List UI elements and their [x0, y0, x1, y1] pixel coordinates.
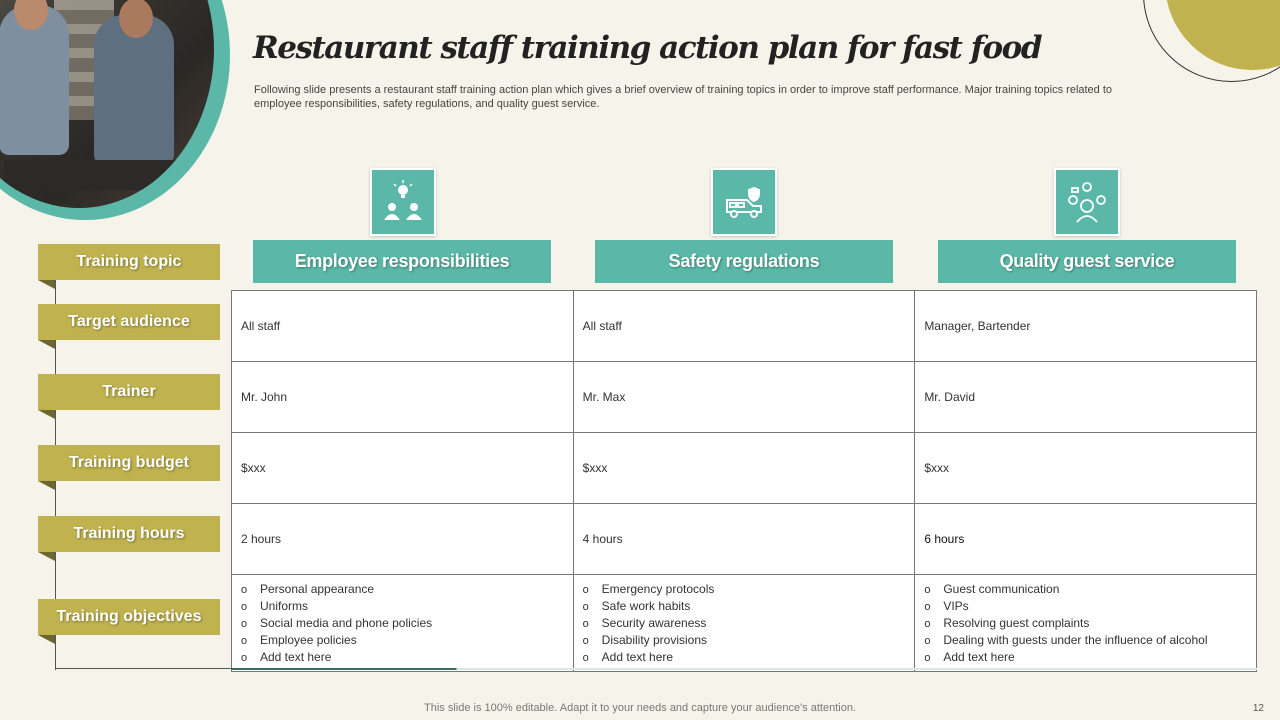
training-plan-table [231, 290, 1257, 672]
column-header-safety-regulations: Safety regulations [595, 240, 893, 283]
table-cell: Manager, Bartender [915, 291, 1257, 362]
decorative-outline-circle [1143, 0, 1280, 82]
table-row-budget [232, 433, 1257, 504]
table-cell: Mr. Max [573, 362, 915, 433]
row-label-training-objectives: Training objectives [38, 599, 220, 635]
table-cell: 6 hours [915, 504, 1257, 575]
list-item: o Employee policies [241, 632, 357, 647]
table-row-target-audience [232, 291, 1257, 362]
list-item: o VIPs [924, 598, 969, 613]
slide-subtitle: Following slide presents a restaurant staff training action plan which gives a brief overview of training topics in order to improve staff performance. Major training topics related to employee responsibilities, safety regulations, and quality guest service. [254, 84, 1113, 110]
list-item: o Uniforms [241, 598, 309, 613]
list-item: o Disability provisions [582, 632, 708, 647]
column-header-employee-responsibilities: Employee responsibilities [253, 240, 551, 283]
row-label-training-hours: Training hours [38, 516, 220, 552]
slide-title: Restaurant staff training action plan for fast food [253, 30, 1042, 66]
table-cell: Mr. David [915, 362, 1257, 433]
list-item: o Guest communication [924, 581, 1060, 596]
food-truck-shield-icon [711, 168, 777, 236]
table-cell [915, 575, 1257, 672]
chefs-cooking-photo [0, 0, 214, 208]
footer-note: This slide is 100% editable. Adapt it to your needs and capture your audience's attention. [424, 702, 856, 714]
table-cell: Mr. John [232, 362, 574, 433]
row-label-trainer: Trainer [38, 374, 220, 410]
row-label-target-audience: Target audience [38, 304, 220, 340]
customer-service-icon [1054, 168, 1120, 236]
list-item: o Add text here [924, 649, 1015, 664]
page-number: 12 [1252, 703, 1264, 714]
table-row-hours [232, 504, 1257, 575]
table-accent-line [231, 668, 1257, 670]
column-header-quality-guest-service: Quality guest service [938, 240, 1236, 283]
list-item: o Security awareness [582, 615, 707, 630]
chef-photo-frame [0, 0, 230, 220]
table-cell [573, 575, 915, 672]
list-item: o Dealing with guests under the influence of alcohol [924, 632, 1208, 647]
objectives-list [924, 581, 1247, 666]
team-idea-icon [370, 168, 436, 236]
table-cell: $xxx [232, 433, 574, 504]
list-item: o Safe work habits [582, 598, 691, 613]
table-cell: All staff [232, 291, 574, 362]
objectives-list [241, 581, 564, 666]
row-label-training-budget: Training budget [38, 445, 220, 481]
row-label-baseline [55, 668, 231, 669]
table-cell: 2 hours [232, 504, 574, 575]
table-row-objectives [232, 575, 1257, 672]
table-cell: 4 hours [573, 504, 915, 575]
table-cell: All staff [573, 291, 915, 362]
list-item: o Add text here [582, 649, 674, 664]
table-cell [232, 575, 574, 672]
table-cell: $xxx [573, 433, 915, 504]
list-item: o Personal appearance [241, 581, 375, 596]
table-row-trainer [232, 362, 1257, 433]
table-cell: $xxx [915, 433, 1257, 504]
list-item: o Resolving guest complaints [924, 615, 1090, 630]
list-item: o Add text here [241, 649, 332, 664]
objectives-list [583, 581, 906, 666]
list-item: o Social media and phone policies [241, 615, 433, 630]
list-item: o Emergency protocols [582, 581, 715, 596]
row-label-training-topic: Training topic [38, 244, 220, 280]
